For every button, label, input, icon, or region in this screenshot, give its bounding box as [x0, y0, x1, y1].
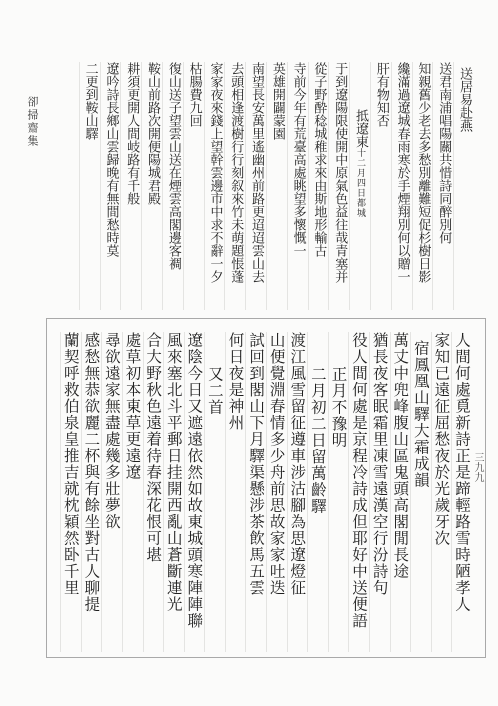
text-column: 耕須更開人間岐路有千般	[120, 62, 141, 310]
poem-title-column: 又二首	[204, 332, 225, 652]
text-column: 感愁無恭欲麗二杯與有餘坐對古人聊提	[81, 332, 102, 652]
poem-title-column: 正月不豫明	[328, 332, 349, 652]
text-column: 從子野酔稔城稚求來由斯地形輸古	[308, 62, 329, 310]
text-column: 復山送子望雲山送在煙雲高閣邊客裯	[162, 62, 183, 310]
text-column: 知親舊少老去多愁別離難短促杉樹日影	[412, 62, 433, 310]
text-column: 送君南浦唱陽關共惜詩同醉別何	[432, 62, 453, 310]
text-column: 二更到鞍山驛	[79, 62, 100, 310]
text-column: 山便覺淵春情多少舟前思故家家吐迭	[266, 332, 287, 652]
upper-page-text	[78, 62, 474, 310]
page-number: 三九九	[472, 452, 483, 482]
text-column: 渡江風雪留征遵車涉沽腳為思遼燈征	[287, 332, 308, 652]
text-column: 家家夜來錢上望幹雲邊市中求不辭一夕	[204, 62, 225, 310]
text-column: 纔滿過遼城春雨寒於手煙翔別何以贈一	[391, 62, 412, 310]
text-column: 蘭契呼救伯泉皇推吉就枕穎然卧千里	[60, 332, 81, 652]
text-column: 風來塞北斗平郵日挂開西亂山蒼斷連光	[163, 332, 184, 652]
text-column: 尋欲遠家無盡處幾多壯夢欲	[101, 332, 122, 652]
text-column: 送居易赴燕	[453, 62, 474, 310]
poem-title-note: 十二月四日都城	[355, 147, 366, 218]
poem-title-column	[349, 62, 370, 310]
poem-title: 抵遼東	[353, 108, 369, 148]
poem-title-column: 宿鳳凰山驛大霜成韻	[410, 332, 431, 652]
text-column: 合大野秋色遠着待春深花恨可堪	[143, 332, 164, 652]
text-column: 何日夜是神州	[225, 332, 246, 652]
text-column: 遼陰今日又遮遠依然如故東城頭寒陣陣聯	[184, 332, 205, 652]
text-column: 鞍山前路次開便陽城君殿	[141, 62, 162, 310]
text-column: 寺前今年有荒臺高處眺望多懷慨一	[287, 62, 308, 310]
text-column: 萬丈中兜峰腹山區鬼頭高閣閒長途	[390, 332, 411, 652]
text-column: 去頭相逢渡樹行行刻叙來竹未萌題悵蓬	[224, 62, 245, 310]
text-column: 肝有物知否	[370, 62, 391, 310]
text-column: 試回到閣山下月驛渠懸涉茶飲馬五雲	[245, 332, 266, 652]
text-column: 猶長夜客眠霜里凍雪遠漢空行汾詩句	[369, 332, 390, 652]
text-column: 人間何處覓新詩正是蹄輕路雪時陋孝人	[451, 332, 472, 652]
text-column: 家知已遠征屈愁夜於光歲牙次	[431, 332, 452, 652]
text-column: 枯腸費九回	[183, 62, 204, 310]
text-column: 于到遼陽限使開中原氣色益往哉青塞并	[328, 62, 349, 310]
text-column: 處草初本東草更遠遼	[122, 332, 143, 652]
text-column: 南望長安萬里遙幽州前路更迢迢雲山去	[245, 62, 266, 310]
book-title-margin: 卻掃齋集	[26, 96, 39, 148]
text-column: 英雄開闢蒙園	[266, 62, 287, 310]
lower-page-text	[60, 332, 472, 652]
text-column: 役人間何處是京程冷詩成但耶好中送便語	[348, 332, 369, 652]
text-column: 遼吟詩長鄉山雲歸晚有無間愁時莫	[100, 62, 121, 310]
poem-title-column: 二月初二日留萬齡驛	[307, 332, 328, 652]
